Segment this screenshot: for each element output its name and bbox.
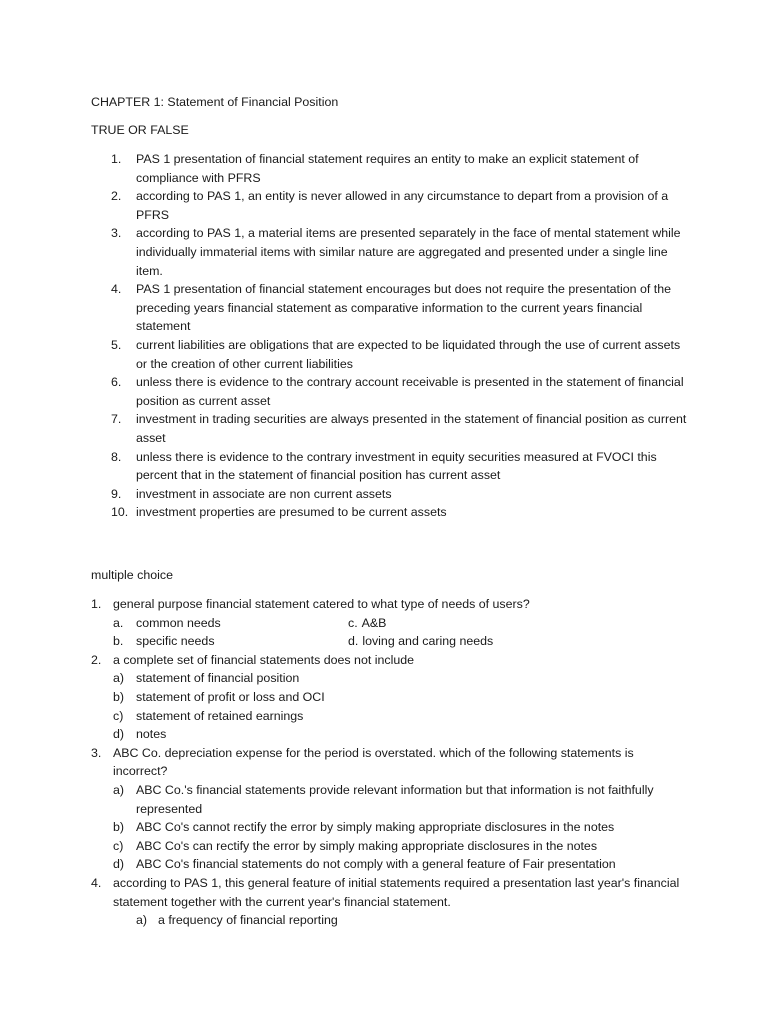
- choice-item: d) notes: [113, 727, 167, 742]
- choice-a: a. common needs: [113, 615, 221, 630]
- list-item: 8. unless there is evidence to the contrary investment in equity securities measured at FVOCI this percent that in the statement of financial position has current asset: [111, 449, 657, 483]
- question-4: 4. according to PAS 1, this general feature of initial statements required a presentation last year's financial statement together with the current year's financial statement.: [91, 875, 680, 909]
- choice-item: a) ABC Co.'s financial statements provide relevant information but that information is not faithfully represented: [113, 782, 654, 816]
- question-1-choices-row-1: [91, 614, 691, 633]
- item-text: according to PAS 1, a material items are presented separately in the face of mental statement while individually immaterial items with similar nature are aggregated and presented under a single line item.: [136, 226, 681, 278]
- question-2: 2. a complete set of financial statements does not include: [91, 652, 414, 667]
- list-item: 4. PAS 1 presentation of financial statement encourages but does not require the presentation of the preceding years financial statement as comparative information to the current years financial statement: [111, 282, 671, 334]
- item-text: PAS 1 presentation of financial statement encourages but does not require the presentation of the preceding years financial statement as comparative information to the current years financial statement: [136, 282, 671, 334]
- choice-item: c) ABC Co's can rectify the error by simply making appropriate disclosures in the notes: [113, 838, 598, 853]
- question-text: a complete set of financial statements does not include: [113, 652, 414, 667]
- true-false-list: [91, 150, 691, 522]
- question-text: according to PAS 1, this general feature of initial statements required a presentation last year's financial statement together with the current year's financial statement.: [113, 875, 680, 909]
- choice-item: b) statement of profit or loss and OCI: [113, 689, 325, 704]
- list-item: 10. investment properties are presumed to be current assets: [111, 505, 447, 520]
- list-item: 7. investment in trading securities are always presented in the statement of financial position as current asset: [111, 412, 687, 445]
- page-title: CHAPTER 1: Statement of Financial Position: [91, 95, 339, 109]
- question-1: 1. general purpose financial statement catered to what type of needs of users?: [91, 597, 530, 611]
- choice-item: a) a frequency of financial reporting: [136, 913, 338, 928]
- true-false-heading: TRUE OR FALSE: [91, 123, 189, 137]
- choice-c: c. A&B: [348, 615, 387, 630]
- choice-d: d. loving and caring needs: [348, 634, 494, 649]
- item-text: investment in associate are non current assets: [136, 486, 392, 501]
- list-item: 3. according to PAS 1, a material items are presented separately in the face of mental statement while individually immaterial items with similar nature are aggregated and presented under a single line item.: [111, 226, 681, 278]
- list-item: 5. current liabilities are obligations that are expected to be liquidated through the use of current assets or the creation of other current liabilities: [111, 337, 681, 371]
- item-text: unless there is evidence to the contrary investment in equity securities measured at FVOCI this percent that in the statement of financial position has current asset: [136, 449, 657, 483]
- question-3: 3. ABC Co. depreciation expense for the period is overstated. which of the following statements is incorrect?: [91, 745, 634, 779]
- question-1-choices-row-2: [91, 632, 691, 651]
- item-text: PAS 1 presentation of financial statement requires an entity to make an explicit statement of compliance with PFRS: [136, 152, 639, 185]
- item-text: current liabilities are obligations that are expected to be liquidated through the use of current assets or the creation of other current liabilities: [136, 337, 681, 371]
- question-text: general purpose financial statement catered to what type of needs of users?: [113, 597, 530, 611]
- item-text: investment in trading securities are always presented in the statement of financial position as current asset: [136, 412, 687, 445]
- multiple-choice-heading: multiple choice: [91, 568, 173, 582]
- list-item: 1. PAS 1 presentation of financial statement requires an entity to make an explicit statement of compliance with PFRS: [111, 152, 639, 185]
- list-item: 9. investment in associate are non current assets: [111, 486, 392, 501]
- item-text: investment properties are presumed to be current assets: [136, 505, 447, 520]
- list-item: 6. unless there is evidence to the contrary account receivable is presented in the statement of financial position as current asset: [111, 375, 684, 408]
- question-text: ABC Co. depreciation expense for the period is overstated. which of the following statements is incorrect?: [113, 745, 634, 779]
- item-text: unless there is evidence to the contrary account receivable is presented in the statement of financial position as current asset: [136, 375, 684, 408]
- choice-item: a) statement of financial position: [113, 671, 300, 686]
- item-text: according to PAS 1, an entity is never allowed in any circumstance to depart from a provision of a PFRS: [136, 189, 669, 222]
- choice-item: d) ABC Co's financial statements do not comply with a general feature of Fair presentation: [113, 857, 616, 872]
- list-item: 2. according to PAS 1, an entity is never allowed in any circumstance to depart from a provision of a PFRS: [111, 189, 669, 222]
- choice-item: b) ABC Co's cannot rectify the error by simply making appropriate disclosures in the notes: [113, 820, 615, 835]
- multiple-choice-list: [91, 595, 691, 930]
- choice-b: b. specific needs: [113, 634, 215, 649]
- choice-item: c) statement of retained earnings: [113, 708, 304, 723]
